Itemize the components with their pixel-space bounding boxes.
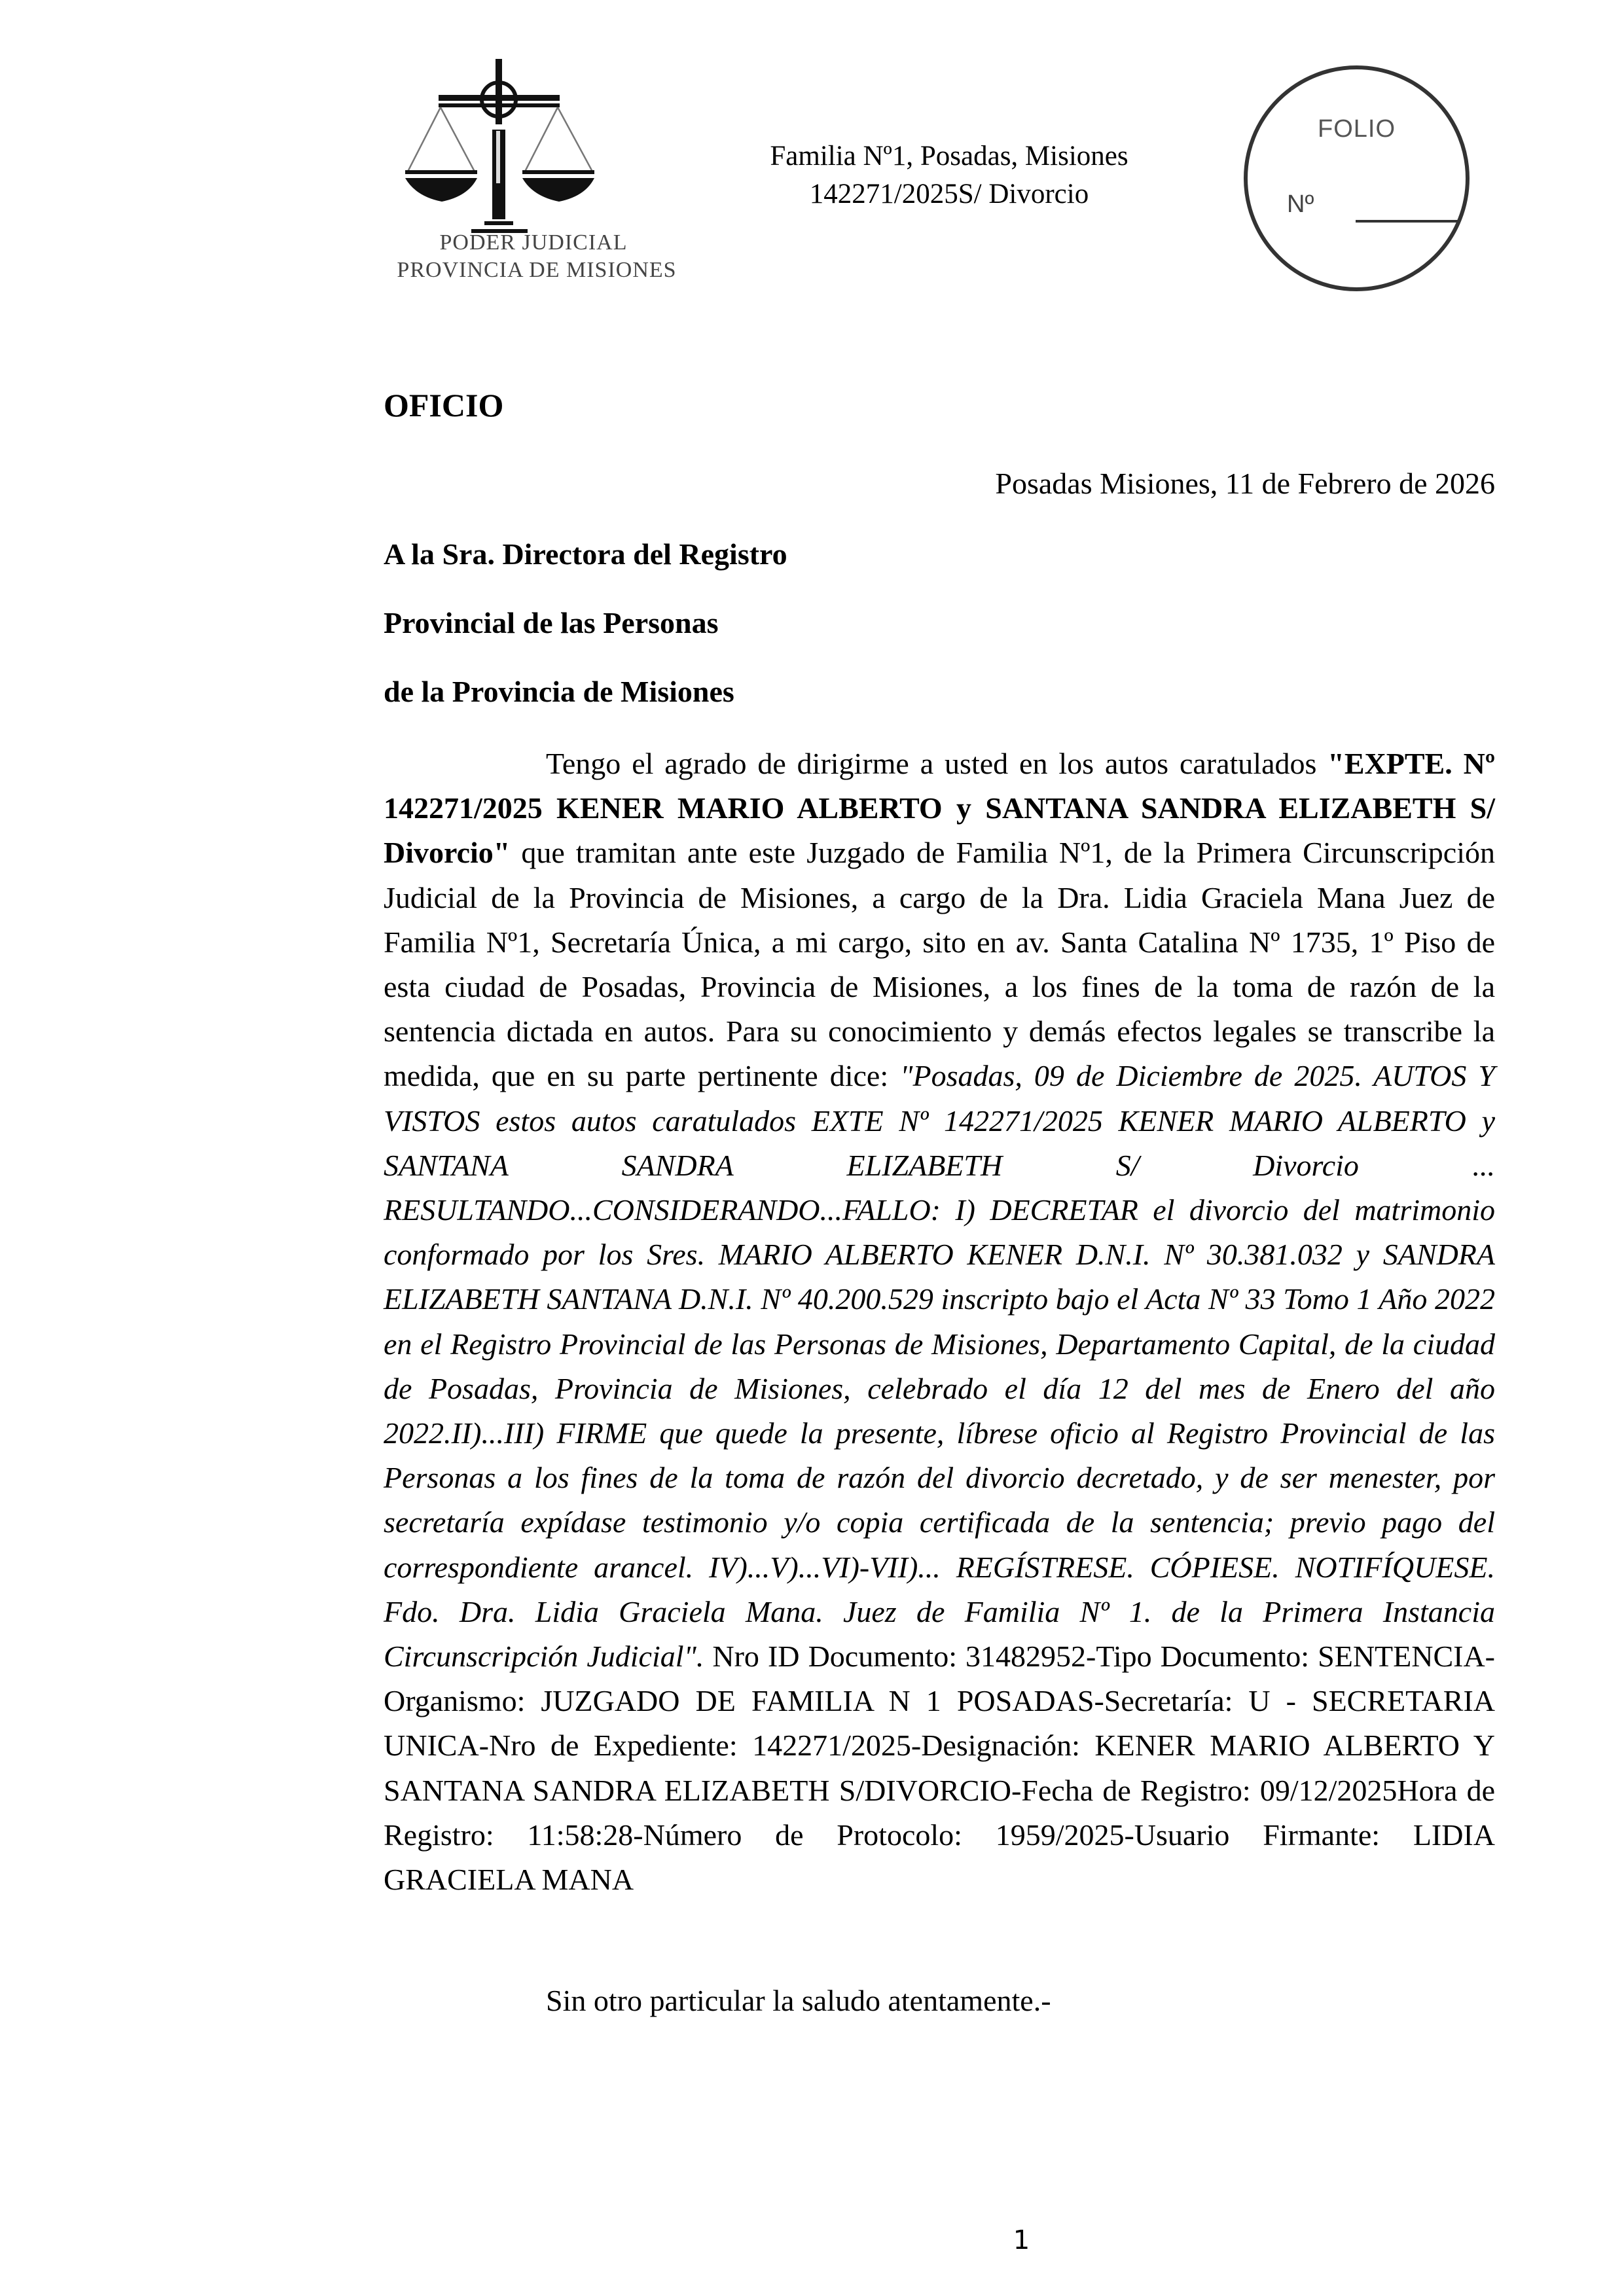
scales-of-justice-icon — [403, 39, 677, 236]
court-description: que tramitan ante este Juzgado de Familia Nº1, de la Primera Circunscripción Judicial de la Provincia de Misiones, a cargo de la Dra. Lidia Graciela Mana Juez de Familia Nº1, Secretaría Única, a mi cargo, sito en av. Santa Catalina Nº 1735, 1º Piso de esta ciudad de Posadas, Provincia de Misiones, a los fines de la toma de razón de la sentencia dictada en autos. Para su conocimiento y demás efectos legales se transcribe la medida, que en su parte pertinente dice: — [384, 836, 1495, 1093]
logo-text-provincia: PROVINCIA DE MISIONES — [397, 258, 677, 282]
case-title: "EXPTE. Nº 142271/2025 KENER MARIO ALBERTO y SANTANA SANDRA ELIZABETH S/ Divorcio" — [384, 747, 1495, 870]
folio-title: FOLIO — [1317, 115, 1396, 143]
court-name: Familia Nº1, Posadas, Misiones — [770, 141, 1128, 171]
addressee-line-3: de la Provincia de Misiones — [384, 675, 734, 708]
body-paragraph — [384, 742, 1495, 1902]
folio-stamp — [1244, 65, 1470, 291]
closing-line: Sin otro particular la saludo atentamente.- — [546, 1984, 1051, 2017]
folio-number-blank — [1356, 220, 1460, 223]
addressee-line-1: A la Sra. Directora del Registro — [384, 537, 787, 571]
document-title: OFICIO — [384, 387, 504, 423]
logo-text-poder-judicial: PODER JUDICIAL — [439, 230, 628, 255]
page-number: 1 — [1013, 2225, 1030, 2255]
body-intro: Tengo el agrado de dirigirme a usted en los autos caratulados — [546, 747, 1328, 780]
case-number: 142271/2025S/ Divorcio — [809, 179, 1089, 209]
court-header — [720, 137, 1178, 213]
quoted-ruling: "Posadas, 09 de Diciembre de 2025. AUTOS Y VISTOS estos autos caratulados EXTE Nº 142271/2025 KENER MARIO ALBERTO y SANTANA SANDRA ELIZABETH S/ Divorcio ... RESULTANDO...CONSIDERANDO...FALLO: I) DECRETAR el divorcio del matrimonio conformado por los Sres. MARIO ALBERTO KENER D.N.I. Nº 30.381.032 y SANDRA ELIZABETH SANTANA D.N.I. Nº 40.200.529 inscripto bajo el Acta Nº 33 Tomo 1 Año 2022 en el Registro Provincial de las Personas de Misiones, Departamento Capital, de la ciudad de Posadas, Provincia de Misiones, celebrado el día 12 del mes de Enero del año 2022.II)...III) FIRME que quede la presente, líbrese oficio al Registro Provincial de las Personas a los fines de la toma de razón del divorcio decretado, y de ser menester, por secretaría expídase testimonio y/o copia certificada de la sentencia; previo pago del correspondiente arancel. IV)...V)...VI)-VII)... REGÍSTRESE. CÓPIESE. NOTIFÍQUESE. Fdo. Dra. Lidia Graciela Mana. Juez de Familia Nº 1. de la Primera Instancia Circunscripción Judicial". — [384, 1059, 1495, 1674]
document-metadata: Nro ID Documento: 31482952-Tipo Documento: SENTENCIA-Organismo: JUZGADO DE FAMILIA N 1 POSADAS-Secretaría: U - SECRETARIA UNICA-Nro de Expediente: 142271/2025-Designación: KENER MARIO ALBERTO Y SANTANA SANDRA ELIZABETH S/DIVORCIO-Fecha de Registro: 09/12/2025Hora de Registro: 11:58:28-Número de Protocolo: 1959/2025-Usuario Firmante: LIDIA GRACIELA MANA — [384, 1640, 1495, 1897]
date-line: Posadas Misiones, 11 de Febrero de 2026 — [995, 467, 1495, 500]
poder-judicial-logo — [397, 39, 677, 288]
folio-number-label: Nº — [1287, 190, 1314, 218]
addressee-line-2: Provincial de las Personas — [384, 606, 719, 639]
